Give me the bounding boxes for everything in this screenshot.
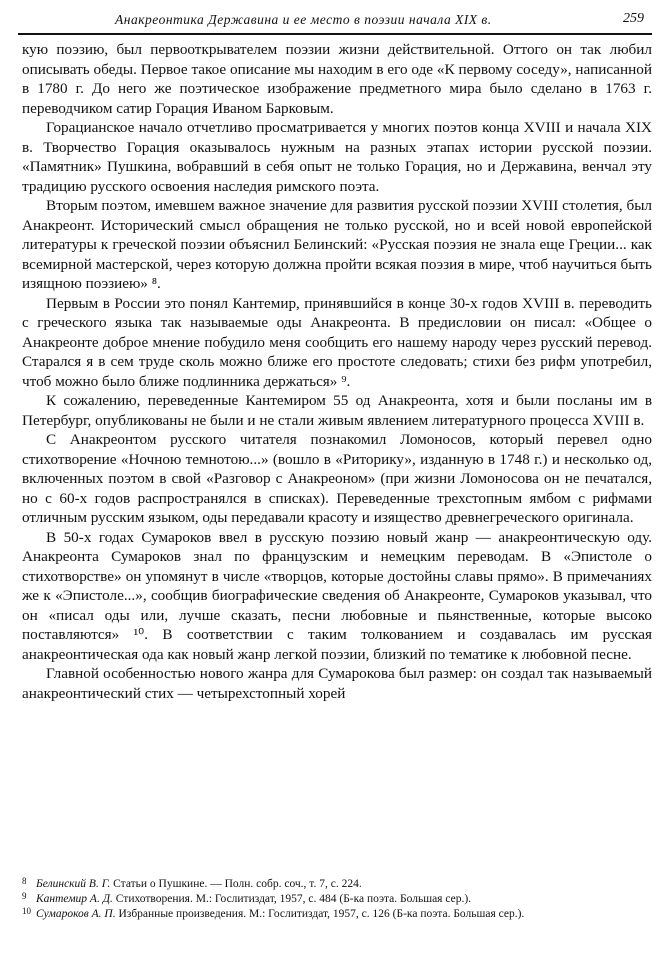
footnote: [22, 892, 652, 907]
footnote-author: Сумароков А. П.: [36, 908, 116, 920]
footnote: [22, 877, 652, 892]
paragraph: кую поэзию, был первооткрывателем поэзии жизни действительной. Оттого он так любил описывать обеды. Первое такое описание мы находим в его оде «К первому соседу», написанной в 1780 г. До него же поэтическое изображение предметного мира было сделано в 1763 г. переводчиком сатир Горация Иваном Барковым.: [22, 41, 652, 117]
paragraph: С Анакреонтом русского читателя познакомил Ломоносов, который перевел одно стихотворение «Ночною темнотою...» (вошло в «Риторику», изданную в 1748 г.) и несколько од, включенных поэтом в свой «Разговор с Анакреоном» (при жизни Ломоносова он не печатался, но с 60-х годов распространялся в списках). Переведенные трехстопным ямбом с рифмами отличным русским языком, оды передавали красоту и изящество древнегреческого оригинала.: [22, 431, 652, 526]
paragraph: Горацианское начало отчетливо просматривается у многих поэтов конца XVIII и начала XIX в. Творчество Горация оказывалось нужным на разных этапах истории русской поэзии. «Памятник» Пушкина, вобравший в себя опыт не только Горация, но и Державина, венчал эту традицию русского освоения наследия римского поэта.: [22, 119, 652, 195]
footnote-number: 8: [22, 876, 27, 886]
footnote-text: Стихотворения. М.: Гослитиздат, 1957, с. 484 (Б-ка поэта. Большая сер.).: [112, 893, 472, 905]
footnote-number: 10: [22, 906, 31, 916]
paragraph: В 50-х годах Сумароков ввел в русскую поэзию новый жанр — анакреонтическую оду. Анакреонта Сумароков знал по французским и немецким переводам. В «Эпистоле о стихотворстве» он упомянут в числе «творцов, которые достойны славы прямо». В примечаниях же к «Эпистоле...», сообщив биографические сведения об Анакреонте, Сумароков указывал, что он «писал оды или, лучше сказать, песни любовные и пьянственные, которые высоко поставляются» ¹⁰. В соответствии с таким толкованием и создавалась им русская анакреонтическая ода как новый жанр легкой поэзии, близкий по тематике к любовной песне.: [22, 528, 652, 663]
running-title: Анакреонтика Державина и ее место в поэзии начала XIX в.: [115, 12, 492, 27]
footnote-text: Избранные произведения. М.: Гослитиздат, 1957, с. 126 (Б-ка поэта. Большая сер.).: [115, 908, 525, 920]
paragraph: К сожалению, переведенные Кантемиром 55 од Анакреонта, хотя и были посланы им в Петербург, опубликованы не были и не стали живым явлением литературного процесса XVIII в.: [22, 392, 652, 429]
footnote-number: 9: [22, 891, 27, 901]
main-text: [22, 40, 652, 703]
footnote: [22, 907, 652, 922]
footnotes: [22, 877, 652, 922]
paragraph: Главной особенностью нового жанра для Сумарокова был размер: он создал так называемый анакреонтический стих — четырехстопный хорей: [22, 665, 652, 702]
footnote-text: Статьи о Пушкине. — Полн. собр. соч., т. 7, с. 224.: [110, 878, 362, 890]
footnote-author: Белинский В. Г.: [36, 878, 111, 890]
paragraph: Вторым поэтом, имевшем важное значение для развития русской поэзии XVIII столетия, был Анакреонт. Исторический смысл обращения не только русской, но и всей новой европейской литературы к греческой поэзии объяснил Белинский: «Русская поэзия не знала еще Греции... как всемирной мастерской, через которую должна пройти всякая поэзия в мире, чтоб научиться быть изящною поэзиею» ⁸.: [22, 197, 652, 292]
footnote-author: Кантемир А. Д.: [36, 893, 113, 905]
page-number: 259: [623, 11, 644, 26]
paragraph: Первым в России это понял Кантемир, принявшийся в конце 30-х годов XVIII в. переводить с греческого языка так называемые оды Анакреонта. В предисловии он писал: «Общее о Анакреонте доброе мнение побудило меня сообщить его нашему народу через русский перевод. Старался я в сем труде сколь можно ближе его простоте следовать; стихи без рифм употребил, чтоб можно было ближе подлинника держаться» ⁹.: [22, 294, 652, 390]
running-header: [18, 6, 652, 35]
